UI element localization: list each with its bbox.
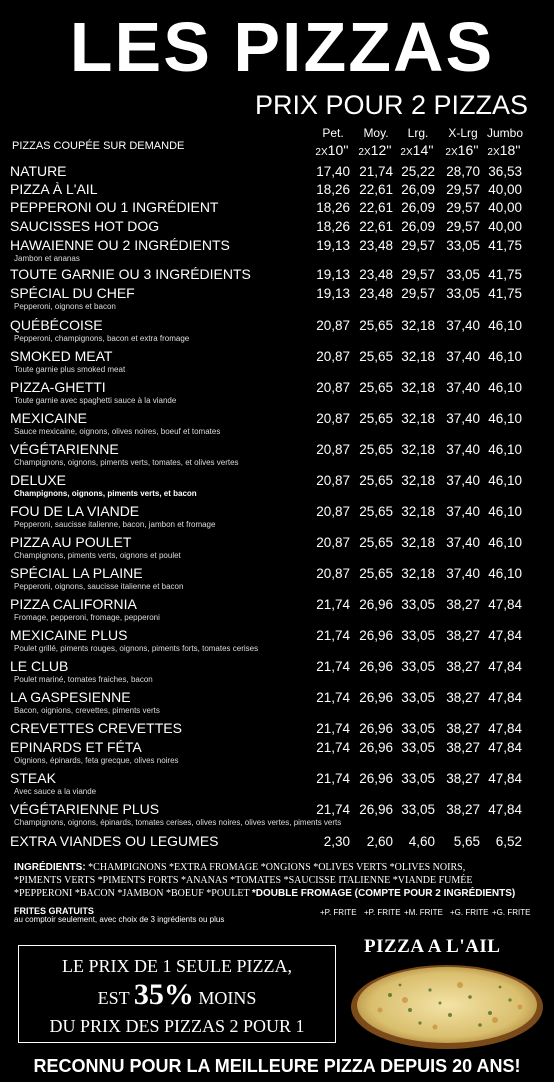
- pizza-price: 26,96: [359, 740, 393, 755]
- pizza-price: 25,65: [359, 504, 393, 519]
- pizza-price: 2,60: [366, 834, 393, 849]
- size-multiplier: 2X: [358, 147, 371, 158]
- pizza-price: 22,61: [359, 200, 393, 215]
- pizza-price: 37,40: [446, 442, 480, 457]
- pizza-price: 37,40: [446, 349, 480, 364]
- pizza-price: 28,70: [446, 164, 480, 179]
- pizza-name: EXTRA VIANDES OU LEGUMES: [10, 833, 219, 849]
- frites-note: au comptoir seulement, avec choix de 3 ingrédients ou plus: [14, 915, 225, 924]
- pizza-price: 37,40: [446, 380, 480, 395]
- pizza-price: 20,87: [316, 473, 350, 488]
- pizza-price: 38,27: [446, 690, 480, 705]
- garlic-pizza-title: PIZZA A L'AIL: [364, 936, 501, 957]
- promo-box: [18, 945, 336, 1043]
- pizza-price: 33,05: [446, 238, 480, 253]
- size-multiplier: 2X: [315, 147, 328, 158]
- pizza-description: Jambon et ananas: [14, 254, 80, 263]
- pizza-price: 36,53: [488, 164, 522, 179]
- pizza-price: 32,18: [401, 318, 435, 333]
- pizza-price: 33,05: [401, 740, 435, 755]
- pizza-price: 40,00: [488, 182, 522, 197]
- pizza-price: 26,96: [359, 690, 393, 705]
- promo-percent: 35%: [133, 978, 194, 1011]
- pizza-description: Pepperoni, champignons, bacon et extra fromage: [14, 334, 190, 343]
- pizza-price: 46,10: [488, 473, 522, 488]
- pizza-price: 46,10: [488, 504, 522, 519]
- pizza-price: 38,27: [446, 659, 480, 674]
- ingredients-line-3: *PEPPERONI *BACON *JAMBON *BOEUF *POULET: [14, 888, 250, 899]
- pizza-price: 38,27: [446, 721, 480, 736]
- pizza-price: 25,22: [401, 164, 435, 179]
- pizza-name: FOU DE LA VIANDE: [10, 503, 140, 519]
- pizza-price: 21,74: [316, 721, 350, 736]
- pizza-price: 19,13: [316, 238, 350, 253]
- pizza-description: Bacon, oignions, crevettes, piments verts: [14, 706, 160, 715]
- pizza-price: 26,96: [359, 659, 393, 674]
- pizza-price: 46,10: [488, 566, 522, 581]
- pizza-price: 26,96: [359, 802, 393, 817]
- pizza-description: Sauce mexicaine, oignons, olives noires, boeuf et tomates: [14, 427, 221, 436]
- pizza-price: 21,74: [316, 690, 350, 705]
- pizza-price: 26,09: [401, 200, 435, 215]
- pizza-description: Champignons, piments verts, oignons et poulet: [14, 551, 181, 560]
- size-inches: 16'': [457, 142, 479, 158]
- garlic-pizza-image: [350, 955, 544, 1050]
- size-header-name: Lrg.: [407, 126, 429, 140]
- pizza-price: 38,27: [446, 771, 480, 786]
- pizza-price: 20,87: [316, 442, 350, 457]
- pizza-price: 47,84: [488, 628, 522, 643]
- footer-slogan: RECONNU POUR LA MEILLEURE PIZZA DEPUIS 20 ANS!: [33, 1056, 521, 1076]
- size-inches: 12'': [370, 142, 392, 158]
- pizza-name: LA GASPESIENNE: [10, 689, 131, 705]
- pizza-price: 29,57: [401, 267, 435, 282]
- pizza-price: 21,74: [316, 628, 350, 643]
- pizza-price: 26,09: [401, 219, 435, 234]
- pizza-price: 4,60: [408, 834, 435, 849]
- pizza-name: PIZZA CALIFORNIA: [10, 596, 137, 612]
- pizza-name: SMOKED MEAT: [10, 348, 113, 364]
- size-inches: 14'': [412, 142, 434, 158]
- pizza-name: HAWAIENNE OU 2 INGRÉDIENTS: [10, 237, 230, 253]
- pizza-name: CREVETTES CREVETTES: [10, 720, 182, 736]
- frites-label: FRITES GRATUITS: [14, 906, 94, 916]
- frite-size: +P. FRITE: [320, 908, 357, 917]
- pizza-price: 22,61: [359, 219, 393, 234]
- pizza-price: 37,40: [446, 535, 480, 550]
- pizza-price: 29,57: [446, 219, 480, 234]
- pizza-price: 32,18: [401, 349, 435, 364]
- pizza-price: 32,18: [401, 473, 435, 488]
- pizza-price: 20,87: [316, 411, 350, 426]
- ingredients-list: [14, 861, 544, 900]
- pizza-price: 19,13: [316, 267, 350, 282]
- pizza-price: 41,75: [488, 267, 522, 282]
- pizza-price: 25,65: [359, 380, 393, 395]
- pizza-price: 26,09: [401, 182, 435, 197]
- pizza-price: 21,74: [316, 740, 350, 755]
- pizza-name: QUÉBÉCOISE: [10, 317, 103, 333]
- pizza-description: Fromage, pepperoni, fromage, pepperoni: [14, 613, 160, 622]
- pizza-description: Pepperoni, oignons, saucisse italienne et bacon: [14, 582, 184, 591]
- ingredients-label: INGRÉDIENTS:: [14, 862, 86, 873]
- pizza-price: 46,10: [488, 380, 522, 395]
- pizza-name: EPINARDS ET FÉTA: [10, 739, 142, 755]
- pizza-price: 46,10: [488, 442, 522, 457]
- pizza-price: 23,48: [359, 267, 393, 282]
- size-header-name: Jumbo: [486, 126, 524, 140]
- pizza-price: 29,57: [446, 200, 480, 215]
- pizza-price: 25,65: [359, 349, 393, 364]
- pizza-price: 26,96: [359, 628, 393, 643]
- pizza-price: 20,87: [316, 349, 350, 364]
- page-title: LES PIZZAS: [69, 8, 495, 86]
- pizza-price: 46,10: [488, 535, 522, 550]
- sizes-label: PIZZAS COUPÉE SUR DEMANDE: [12, 140, 185, 152]
- pizza-price: 19,13: [316, 286, 350, 301]
- pizza-price: 46,10: [488, 318, 522, 333]
- pizza-price: 32,18: [401, 566, 435, 581]
- pizza-price: 33,05: [401, 659, 435, 674]
- pizza-price: 46,10: [488, 411, 522, 426]
- pizza-price: 20,87: [316, 504, 350, 519]
- pizza-name: SPÉCIAL LA PLAINE: [10, 565, 143, 581]
- pizza-price: 33,05: [401, 597, 435, 612]
- promo-line-2: [19, 978, 335, 1012]
- pizza-price: 21,74: [316, 802, 350, 817]
- size-header-name: Moy.: [363, 126, 389, 140]
- size-inches: 18'': [499, 142, 521, 158]
- pizza-price: 33,05: [401, 802, 435, 817]
- pizza-price: 38,27: [446, 628, 480, 643]
- size-header-inches: [478, 142, 530, 158]
- pizza-price: 33,05: [401, 628, 435, 643]
- pizza-description: Pepperoni, saucisse italienne, bacon, jambon et fromage: [14, 520, 216, 529]
- pizza-name: NATURE: [10, 163, 67, 179]
- pizza-description: Champignons, oignons, piments verts, et bacon: [14, 489, 197, 498]
- pizza-name: STEAK: [10, 770, 56, 786]
- pizza-price: 33,05: [401, 690, 435, 705]
- pizza-price: 21,74: [316, 597, 350, 612]
- promo-line-1: LE PRIX DE 1 SEULE PIZZA,: [62, 956, 292, 976]
- pizza-name: SAUCISSES HOT DOG: [10, 218, 160, 234]
- ingredients-line-1: *CHAMPIGNONS *EXTRA FROMAGE *ONGIONS *OLIVES VERTS *OLIVES NOIRS,: [88, 862, 466, 873]
- pizza-price: 46,10: [488, 349, 522, 364]
- size-header-name: Pet.: [322, 126, 344, 140]
- pizza-description: Champignons, oignons, épinards, tomates cerises, olives noires, olives vertes, piments verts: [14, 818, 342, 827]
- pizza-description: Oignions, épinards, feta grecque, olives noires: [14, 756, 179, 765]
- pizza-price: 47,84: [488, 721, 522, 736]
- pizza-price: 25,65: [359, 411, 393, 426]
- pizza-name: SPÉCIAL DU CHEF: [10, 285, 135, 301]
- pizza-price: 2,30: [323, 834, 350, 849]
- ingredients-line-3-bold: *DOUBLE FROMAGE (COMPTE POUR 2 INGRÉDIENTS): [251, 888, 516, 899]
- pizza-price: 32,18: [401, 504, 435, 519]
- pizza-name: DELUXE: [10, 472, 67, 488]
- size-inches: 10'': [327, 142, 349, 158]
- pizza-description: Poulet grillé, piments rouges, oignons, piments forts, tomates cerises: [14, 644, 259, 653]
- pizza-name: PIZZA-GHETTI: [10, 379, 106, 395]
- pizza-name: TOUTE GARNIE OU 3 INGRÉDIENTS: [10, 266, 251, 282]
- pizza-price: 26,96: [359, 721, 393, 736]
- pizza-price: 21,74: [316, 659, 350, 674]
- pizza-price: 38,27: [446, 740, 480, 755]
- pizza-price: 47,84: [488, 802, 522, 817]
- pizza-price: 32,18: [401, 442, 435, 457]
- pizza-price: 32,18: [401, 380, 435, 395]
- pizza-price: 23,48: [359, 238, 393, 253]
- size-multiplier: 2X: [487, 147, 500, 158]
- pizza-price: 5,65: [453, 834, 480, 849]
- pizza-price: 37,40: [446, 566, 480, 581]
- pizza-description: Pepperoni, oignons et bacon: [14, 302, 116, 311]
- pizza-price: 38,27: [446, 597, 480, 612]
- pizza-price: 25,65: [359, 442, 393, 457]
- pizza-price: 47,84: [488, 659, 522, 674]
- pizza-name: MEXICAINE PLUS: [10, 627, 128, 643]
- pizza-name: VÉGÉTARIENNE: [10, 441, 119, 457]
- pizza-price: 21,74: [316, 771, 350, 786]
- ingredients-line-2: *PIMENTS VERTS *PIMENTS FORTS *ANANAS *TOMATES *SAUCISSE ITALIENNE *VIANDE FUMÉE: [14, 875, 473, 886]
- pizza-description: Poulet mariné, tomates fraiches, bacon: [14, 675, 153, 684]
- pizza-price: 26,96: [359, 597, 393, 612]
- price-subtitle: PRIX POUR 2 PIZZAS: [254, 90, 528, 120]
- frite-size: +G. FRITE: [450, 908, 489, 917]
- pizza-price: 47,84: [488, 597, 522, 612]
- pizza-price: 26,96: [359, 771, 393, 786]
- pizza-name: PEPPERONI OU 1 INGRÉDIENT: [10, 199, 219, 215]
- pizza-price: 37,40: [446, 318, 480, 333]
- pizza-price: 32,18: [401, 411, 435, 426]
- pizza-price: 20,87: [316, 318, 350, 333]
- pizza-price: 25,65: [359, 318, 393, 333]
- pizza-price: 29,57: [401, 286, 435, 301]
- pizza-description: Toute garnie plus smoked meat: [14, 365, 126, 374]
- size-multiplier: 2X: [445, 147, 458, 158]
- pizza-description: Avec sauce a la viande: [14, 787, 97, 796]
- pizza-price: 17,40: [316, 164, 350, 179]
- pizza-price: 25,65: [359, 566, 393, 581]
- pizza-price: 25,65: [359, 535, 393, 550]
- pizza-name: LE CLUB: [10, 658, 69, 674]
- size-multiplier: 2X: [400, 147, 413, 158]
- pizza-name: MEXICAINE: [10, 410, 88, 426]
- pizza-price: 20,87: [316, 566, 350, 581]
- pizza-price: 40,00: [488, 200, 522, 215]
- pizza-name: PIZZA AU POULET: [10, 534, 132, 550]
- pizza-price: 41,75: [488, 286, 522, 301]
- pizza-price: 6,52: [495, 834, 522, 849]
- pizza-price: 20,87: [316, 535, 350, 550]
- pizza-price: 37,40: [446, 411, 480, 426]
- pizza-price: 20,87: [316, 380, 350, 395]
- pizza-price: 41,75: [488, 238, 522, 253]
- pizza-price: 33,05: [401, 721, 435, 736]
- pizza-price: 29,57: [401, 238, 435, 253]
- pizza-price: 38,27: [446, 802, 480, 817]
- frite-size: +P. FRITE: [364, 908, 401, 917]
- pizza-price: 22,61: [359, 182, 393, 197]
- pizza-price: 29,57: [446, 182, 480, 197]
- pizza-price: 18,26: [316, 182, 350, 197]
- pizza-price: 33,05: [446, 286, 480, 301]
- pizza-description: Champignons, oignons, piments verts, tomates, et olives vertes: [14, 458, 239, 467]
- promo-moins: MOINS: [198, 988, 257, 1008]
- pizza-price: 18,26: [316, 200, 350, 215]
- size-header-name: X-Lrg: [448, 126, 478, 140]
- pizza-price: 18,26: [316, 219, 350, 234]
- pizza-price: 32,18: [401, 535, 435, 550]
- pizza-price: 47,84: [488, 771, 522, 786]
- frite-size: +M. FRITE: [404, 908, 443, 917]
- promo-est: EST: [97, 988, 130, 1008]
- pizza-price: 25,65: [359, 473, 393, 488]
- pizza-price: 33,05: [446, 267, 480, 282]
- pizza-price: 40,00: [488, 219, 522, 234]
- pizza-price: 23,48: [359, 286, 393, 301]
- pizza-price: 47,84: [488, 740, 522, 755]
- pizza-price: 37,40: [446, 473, 480, 488]
- pizza-price: 33,05: [401, 771, 435, 786]
- frite-size: +G. FRITE: [492, 908, 531, 917]
- pizza-name: VÉGÉTARIENNE PLUS: [10, 801, 160, 817]
- pizza-price: 47,84: [488, 690, 522, 705]
- promo-line-3: DU PRIX DES PIZZAS 2 POUR 1: [49, 1016, 305, 1036]
- pizza-name: PIZZA À L'AIL: [10, 181, 98, 197]
- pizza-price: 21,74: [359, 164, 393, 179]
- pizza-price: 37,40: [446, 504, 480, 519]
- pizza-description: Toute garnie avec spaghetti sauce à la viande: [14, 396, 177, 405]
